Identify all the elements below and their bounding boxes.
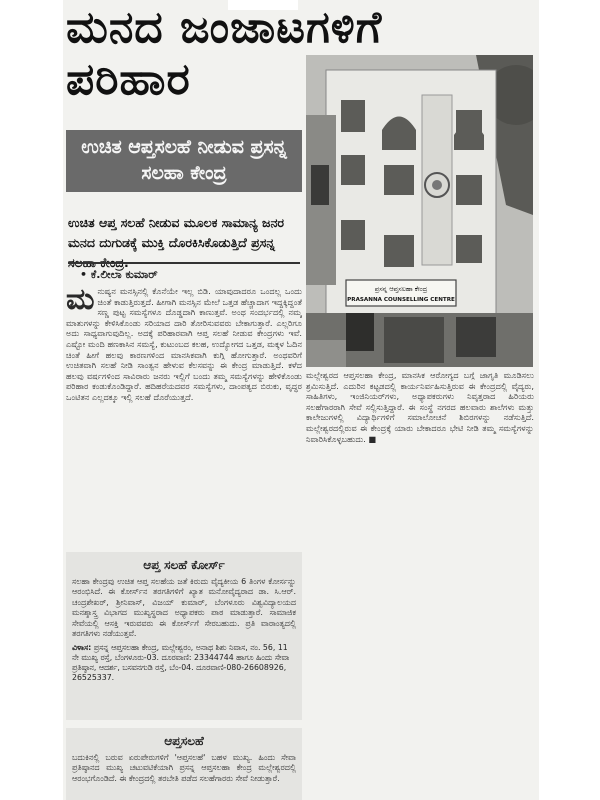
building-photo: [306, 55, 533, 367]
building-sign-sub: PRASANNA COUNSELLING CENTRE: [347, 297, 455, 303]
course-box-text: ಸಲಹಾ ಕೇಂದ್ರವು ಉಚಿತ ಆಪ್ತ ಸಲಹೆಯ ಜತೆ ಕಿರುದು ವೈದ್ಯಕೀಯ 6 ತಿಂಗಳ ಕೋರ್ಸನ್ನು ಆರಂಭಿಸಿದೆ. ಈ ಕೋರ್ಸ್‌ನ ತರಗತಿಗಳಿಗೆ ಖ್ಯಾತ ಮನೋವೈದ್ಯರಾದ ಡಾ. ಸಿ.ಆರ್. ಚಂದ್ರಶೇಖರ್, ಶ್ರೀನಿವಾಸ್, ವಿಜಯ್ ಕುಮಾರ್, ಬೆಂಗಳೂರು ವಿಶ್ವವಿದ್ಯಾಲಯದ ಮನಶ್ಶಾಸ್ತ್ರ ವಿಭಾಗದ ಮುಖ್ಯಸ್ಥರಾದ ಅಧ್ಯಾಪಕರು ಪಾಠ ಮಾಡುತ್ತಾರೆ. ಸಾಮಾಜಿಕ ಸೇವೆಯಲ್ಲಿ ಆಸಕ್ತಿ ಇರುವವರು ಈ ಕೋರ್ಸ್‌ಗೆ ಸೇರಬಹುದು. ಪ್ರತಿ ವಾರಾಂತ್ಯದಲ್ಲಿ ತರಗತಿಗಳು ನಡೆಯುತ್ತವೆ.: [72, 577, 296, 639]
building-illustration: [306, 55, 533, 367]
lede-text: ಉಚಿತ ಆಪ್ತ ಸಲಹೆ ನೀಡುವ ಮೂಲಕ ಸಾಮಾನ್ಯ ಜನರ ಮನದ ದುಗುಡಕ್ಕೆ ಮುಕ್ತಿ ದೊರಕಿಸಿಕೊಡುತ್ತಿದೆ ಪ್ರಸನ್ನ: [68, 214, 285, 250]
building-sign-main: ಪ್ರಸನ್ನ ಆಪ್ತಸಲಹಾ ಕೇಂದ್ರ: [374, 285, 428, 293]
article-text-right: ಮಲ್ಲೇಶ್ವರದ ಆಪ್ತಸಲಹಾ ಕೇಂದ್ರ, ಮಾನಸಿಕ ಆರೋಗ್ಯದ ಬಗ್ಗೆ ಜಾಗೃತಿ ಮೂಡಿಸಲು ಶ್ರಮಿಸುತ್ತಿದೆ. ಎದುರಿನ ಕಟ್ಟಡದಲ್ಲಿ ಕಾರ್ಯನಿರ್ವಹಿಸುತ್ತಿರುವ ಈ ಕೇಂದ್ರದಲ್ಲಿ ವೈದ್ಯರು, ಸಾಹಿತಿಗಳು, ಇಂಜಿನಿಯರ್‌ಗಳು, ಅಧ್ಯಾಪಕರುಗಳು ನಿವೃತ್ತರಾದ ಹಿರಿಯರು ಸಲಹೆಗಾರರಾಗಿ ಸೇವೆ ಸಲ್ಲಿಸುತ್ತಿದ್ದಾರೆ. ಈ ಸಂಸ್ಥೆ ನಗರದ ಹಲವಾರು ಶಾಲೆಗಳು ಮತ್ತು ಕಾಲೇಜುಗಳಲ್ಲಿ ವಿದ್ಯಾರ್ಥಿಗಳಿಗೆ ಸಮಾಲೋಚನೆ ಶಿಬಿರಗಳನ್ನು ನಡೆಸುತ್ತಿದೆ. ಮಲ್ಲೇಶ್ವರದಲ್ಲಿರುವ ಈ ಕೇಂದ್ರಕ್ಕೆ ಯಾರು ಬೇಕಾದರೂ ಭೇಟಿ ನೀಡಿ ತಮ್ಮ ಸಮಸ್ಯೆಗಳನ್ನು ನಿವಾರಿಸಿಕೊಳ್ಳಬಹುದು.: [306, 370, 534, 444]
article-text-left: ನುಷ್ಯನ ಮನಸ್ಸಿನಲ್ಲಿ ಕೊನೆಯೇ ಇಲ್ಲ ಬಿಡಿ. ಯಾವುದಾದರೂ ಒಂದಲ್ಲ ಒಂದು ಚಿಂತೆ ಕಾಡುತ್ತಿರುತ್ತದೆ. ಹೀಗಾಗಿ ಮನಸ್ಸಿನ ಮೇಲೆ ಒತ್ತಡ ಹೆಚ್ಚಾದಾಗ ಇದ್ದಕ್ಕಿದ್ದಂತೆ ಸಣ್ಣ ಪುಟ್ಟ ಸಮಸ್ಯೆಗಳೂ ದೊಡ್ಡದಾಗಿ ಕಾಣುತ್ತವೆ. ಅಂಥ ಸಂದರ್ಭದಲ್ಲಿ ನಮ್ಮ ಮಾತುಗಳನ್ನು ಕೇಳಿಸಿಕೊಂಡು ಸರಿಯಾದ ದಾರಿ ತೋರಿಸುವವರು ಬೇಕಾಗುತ್ತಾರೆ. ಎಲ್ಲರಿಗೂ ಅದು ಸಾಧ್ಯವಾಗುವುದಿಲ್ಲ. ಅದಕ್ಕೆ ಪರಿಹಾರವಾಗಿ ಆಪ್ತ ಸಲಹೆ ನೀಡುವ ಕೇಂದ್ರಗಳು ಇವೆ. ಎಷ್ಟೋ ಮಂದಿ ಹಣಕಾಸಿನ ಸಮಸ್ಯೆ, ಕುಟುಂಬದ ಕಲಹ, ಉದ್ಯೋಗದ ಒತ್ತಡ, ಮಕ್ಕಳ ಓದಿನ ಚಿಂತೆ ಹೀಗೆ ಹಲವು ಕಾರಣಗಳಿಂದ ಮಾನಸಿಕವಾಗಿ ಕುಗ್ಗಿ ಹೋಗುತ್ತಾರೆ. ಅಂಥವರಿಗೆ ಉಚಿತವಾಗಿ ಸಲಹೆ ನೀಡಿ ಸಾಂತ್ವನ ಹೇಳುವ ಕೆಲಸವನ್ನು ಈ ಕೇಂದ್ರ ಮಾಡುತ್ತಿದೆ. ಕಳೆದ ಹಲವು ವರ್ಷಗಳಿಂದ ಸಾವಿರಾರು ಜನರು ಇಲ್ಲಿಗೆ ಬಂದು ತಮ್ಮ ಸಮಸ್ಯೆಗಳನ್ನು ಹೇಳಿಕೊಂಡು ಪರಿಹಾರ ಕಂಡುಕೊಂಡಿದ್ದಾರೆ. ಹದಿಹರೆಯದವರ ಸಮಸ್ಯೆಗಳು, ದಾಂಪತ್ಯದ ಬಿರುಕು, ವೃದ್ಧರ ಒಂಟಿತನ ಎಲ್ಲದಕ್ಕೂ ಇಲ್ಲಿ ಸಲಹೆ ದೊರೆಯುತ್ತದೆ.: [66, 286, 302, 402]
subheadline: ಉಚಿತ ಆಪ್ತಸಲಹೆ ನೀಡುವ ಪ್ರಸನ್ನ ಸಲಹಾ ಕೇಂದ್ರ: [66, 130, 302, 192]
byline: • ಕೆ.ಲೀಲಾ ಕುಮಾರ್: [80, 268, 158, 281]
headline-line-1: ಮನದ ಜಂಜಾಟಗಳಿಗೆ: [66, 2, 383, 53]
drop-cap: ಮ: [66, 286, 95, 317]
phone-text: ದೂರವಾಣಿ-080-26608926, 26525337.: [72, 663, 287, 683]
course-box-address: [72, 643, 296, 683]
address-text: ಪ್ರಸನ್ನ ಆಪ್ತಸಲಹಾ ಕೇಂದ್ರ, ಮಲ್ಲೇಶ್ವರಂ, ಅನಾಥ ಶಿಶು ನಿವಾಸ, ನಂ. 56, 11 ನೇ ಮುಖ್ಯ ರಸ್ತೆ, ಬೆಂಗಳೂರು-03. ದೂರವಾಣಿ: 23344744 ಹಾಗೂ ಹಿಂದು ಸೇವಾ ಪ್ರತಿಷ್ಠಾನ, ಆದರ್ಶ, ಬಸವನಗುಡಿ ರಸ್ತೆ, ಬೆಂ-04.: [72, 643, 290, 673]
course-box-title: ಆಪ್ತ ಸಲಹೆ ಕೋರ್ಸ್: [143, 558, 225, 572]
counsel-box-text: ಬದುಕಿನಲ್ಲಿ ಬರುವ ಏರುಪೇರುಗಳಿಗೆ 'ಆಪ್ತಸಲಹೆ' ಬಹಳ ಮುಖ್ಯ. ಹಿಂದು ಸೇವಾ ಪ್ರತಿಷ್ಠಾನದ ಮುಖ್ಯ ಚಟುವಟಿಕೆಯಾಗಿ ಪ್ರಸನ್ನ ಆಪ್ತಸಲಹಾ ಕೇಂದ್ರ ಮಲ್ಲೇಶ್ವರದಲ್ಲಿ ಆರಂಭಗೊಂಡಿದೆ. ಈ ಕೇಂದ್ರದಲ್ಲಿ ತರಬೇತಿ ಪಡೆದ ಸಲಹೆಗಾರರು ಸೇವೆ ನೀಡುತ್ತಾರೆ.: [72, 753, 296, 783]
lede-divider: [68, 262, 300, 264]
counsel-box-title: ಆಪ್ತಸಲಹೆ: [164, 734, 204, 748]
counsel-sidebar-box: [66, 728, 302, 800]
end-mark: ■: [368, 433, 377, 444]
address-label: ವಿಳಾಸ:: [72, 643, 92, 653]
headline-line-2: ಪರಿಹಾರ: [66, 54, 191, 105]
course-sidebar-box: [66, 552, 302, 720]
article-body-right: [306, 370, 534, 542]
article-body-left: [66, 286, 302, 548]
